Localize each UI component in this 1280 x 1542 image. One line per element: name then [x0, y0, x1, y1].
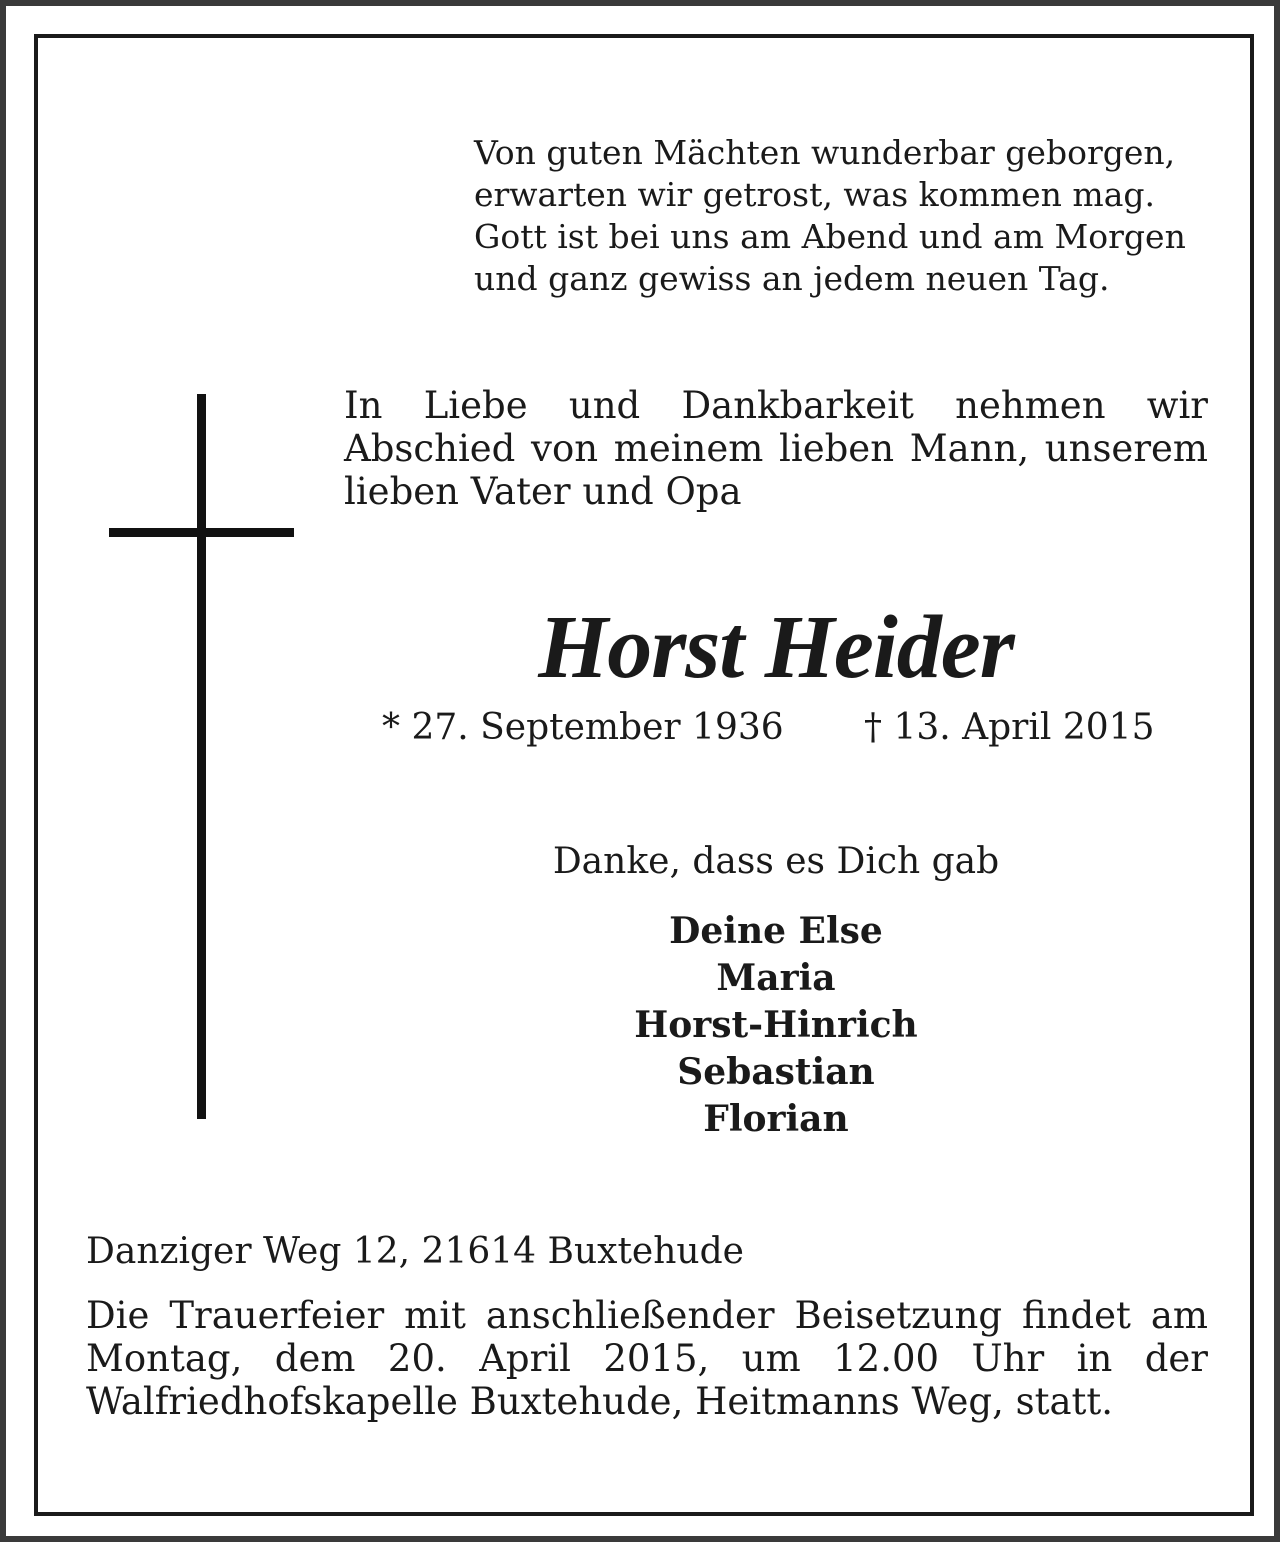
family-member: Florian	[703, 1098, 849, 1140]
intro-text: In Liebe und Dankbarkeit nehmen wir Abschied von meinem lieben Mann, unserem lieben Vater und Opa	[344, 384, 1208, 513]
thanks-line: Danke, dass es Dich gab	[552, 841, 1000, 882]
poem-line: und ganz gewiss an jedem neuen Tag.	[474, 259, 1110, 298]
family-member: Deine Else	[669, 910, 883, 952]
poem-line: erwarten wir getrost, was kommen mag.	[474, 175, 1155, 214]
deceased-name: Horst Heider	[538, 598, 1014, 697]
poem-line: Von guten Mächten wunderbar geborgen,	[474, 133, 1176, 172]
cross-vertical-bar	[197, 394, 206, 1119]
funeral-notice: Die Trauerfeier mit anschließender Beisetzung findet am Montag, dem 20. April 2015, um 12.00 Uhr in der Walfriedhofskapelle Buxtehude, Heitmanns Weg, statt.	[86, 1294, 1208, 1423]
family-member: Sebastian	[677, 1051, 875, 1093]
family-signatures	[476, 908, 1076, 1143]
poem-line: Gott ist bei uns am Abend und am Morgen	[474, 217, 1186, 256]
cross-horizontal-bar	[109, 528, 294, 537]
death-date: † 13. April 2015	[864, 707, 1155, 748]
birth-date: * 27. September 1936	[382, 707, 784, 748]
family-member: Horst-Hinrich	[634, 1004, 918, 1046]
poem	[474, 132, 1234, 300]
family-member: Maria	[716, 957, 836, 999]
address: Danziger Weg 12, 21614 Buxtehude	[86, 1231, 744, 1272]
